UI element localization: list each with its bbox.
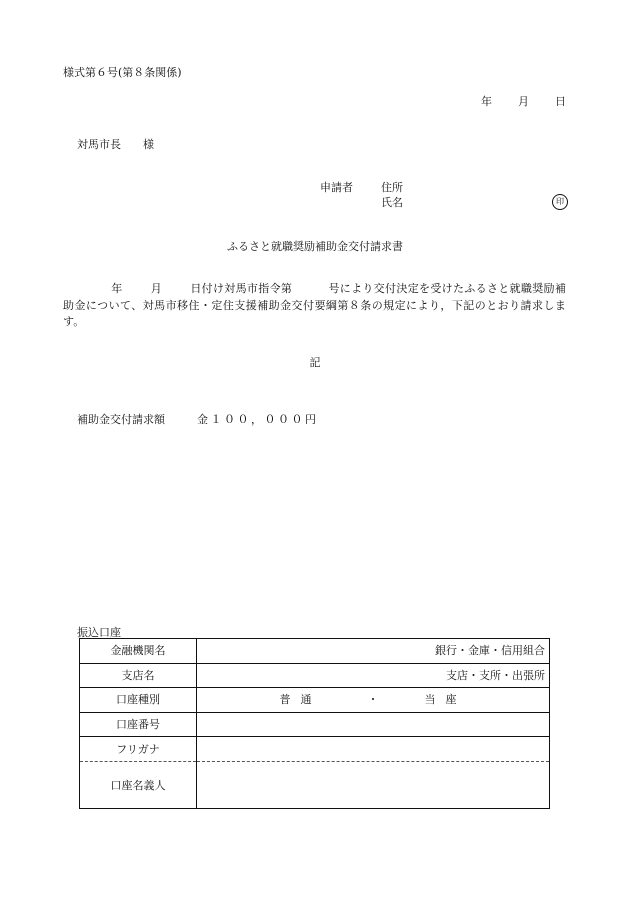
addressee-honorific: 様 <box>143 138 154 151</box>
applicant-address-label: 住所 <box>381 181 403 194</box>
furigana-field[interactable] <box>197 737 550 762</box>
account-holder-label: 口座名義人 <box>80 762 197 809</box>
body-year: 年 <box>111 282 123 295</box>
document-title: ふるさと就職奨励補助金交付請求書 <box>227 240 403 253</box>
account-row-branch <box>80 663 550 688</box>
amount-value: 金１００，０００円 <box>197 413 319 426</box>
date-line <box>481 96 566 107</box>
account-type-separator: ・ <box>367 693 379 707</box>
body-month: 月 <box>150 282 163 295</box>
account-number-field[interactable] <box>197 712 550 737</box>
account-row-bank <box>80 639 550 664</box>
form-number: 様式第６号(第８条関係) <box>63 66 182 79</box>
addressee-name: 対馬市長 <box>77 138 121 151</box>
branch-name-label: 支店名 <box>80 663 197 688</box>
applicant-label: 申請者 <box>320 181 353 194</box>
bank-type-options: 銀行・金庫・信用組合 <box>435 644 545 658</box>
body-part1: 日付け対馬市指令第 <box>190 282 293 295</box>
account-holder-field[interactable] <box>197 762 550 809</box>
amount-line <box>77 414 319 425</box>
account-row-type <box>80 688 550 713</box>
account-caption: 振込口座 <box>77 626 121 639</box>
date-month-label: 月 <box>518 95 529 108</box>
applicant-name-label: 氏名 <box>381 196 403 209</box>
ki-heading: 記 <box>309 356 321 369</box>
furigana-label: フリガナ <box>80 737 197 762</box>
account-type-field[interactable] <box>197 688 550 713</box>
amount-label: 補助金交付請求額 <box>77 413 165 426</box>
addressee <box>77 139 154 150</box>
account-type-current[interactable]: 当座 <box>424 693 467 707</box>
account-row-furigana <box>80 737 550 762</box>
branch-type-options: 支店・支所・出張所 <box>446 668 545 682</box>
account-type-options <box>280 693 467 706</box>
account-row-holder <box>80 762 550 809</box>
body-paragraph <box>63 281 566 331</box>
date-day-label: 日 <box>555 95 566 108</box>
account-row-number <box>80 712 550 737</box>
account-type-label: 口座種別 <box>80 688 197 713</box>
date-year-label: 年 <box>481 95 492 108</box>
seal-mark: 印 <box>552 194 568 210</box>
branch-name-field[interactable] <box>197 663 550 688</box>
bank-name-label: 金融機関名 <box>80 639 197 664</box>
account-table <box>79 638 550 809</box>
account-number-label: 口座番号 <box>80 712 197 737</box>
bank-name-field[interactable] <box>197 639 550 664</box>
body-part2: 号により交付決定を受けたふるさと就職奨励補助金について、対馬市移住・定住支援補助金交付要綱第８条の規定により，下記のとおり請求します。 <box>63 282 566 328</box>
account-type-ordinary[interactable]: 普通 <box>279 693 322 707</box>
